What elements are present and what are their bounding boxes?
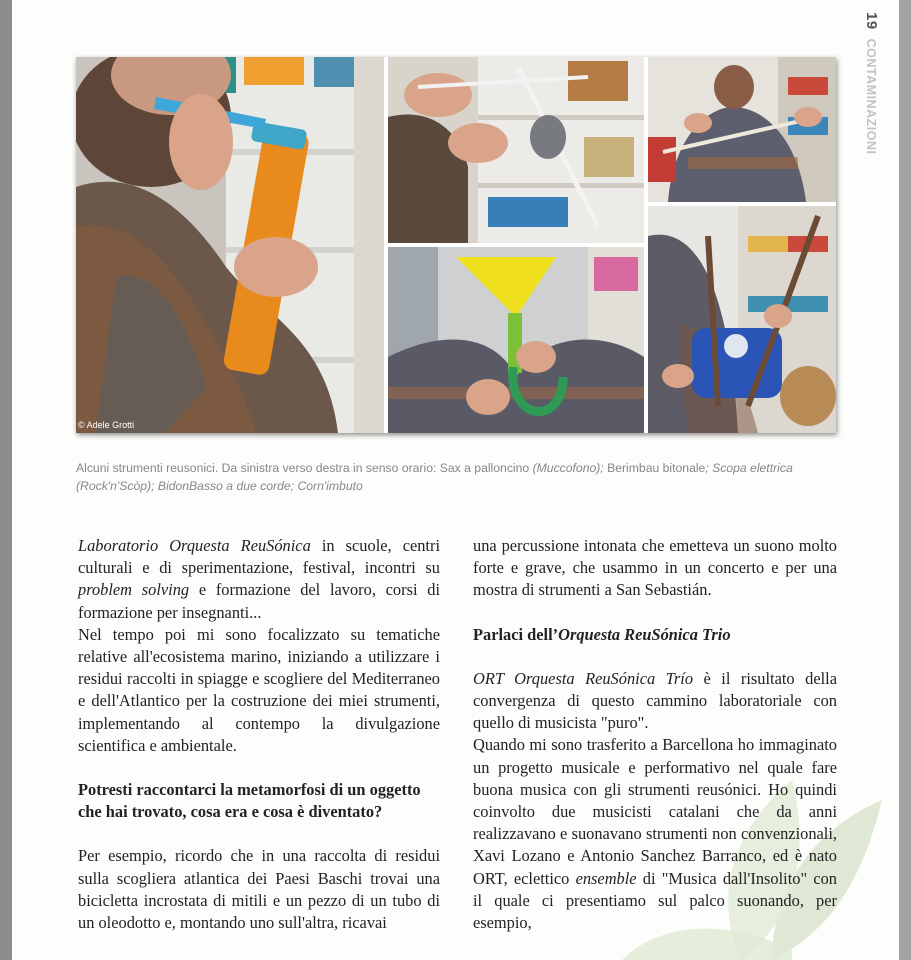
running-header: [858, 12, 884, 162]
text-column-right: [473, 535, 837, 934]
photo-berimbau: [388, 57, 644, 243]
paragraph: Quando mi sono trasferito a Barcellona ho immaginato un progetto musicale e performativo nel quale fare buona musica con gli strumenti reusónici. Ho quindi coinvolto due musicisti catalani che da anni realizzavano e suonavano strumenti non convenzionali, Xavi Lozano e Antonio Sanchez Barranco, ed è nato ORT, eclettico ensemble di "Musica dall'Insolito" con il quale ci presentiamo sul palco suonando, per esempio,: [473, 735, 837, 933]
photo-balloon-sax: [76, 57, 384, 433]
interview-question: Parlaci dell’Orquesta ReuSónica Trio: [473, 624, 731, 644]
photo-electric-broom: [648, 57, 836, 202]
photo-credit: © Adele Grotti: [78, 420, 135, 430]
interview-question: Potresti raccontarci la metamorfosi di un oggetto che hai trovato, cosa era e cosa è diventato?: [78, 780, 421, 822]
paragraph: una percussione intonata che emetteva un suono molto forte e grave, che usammo in un concerto e per una mostra di strumenti a San Sebastián.: [473, 536, 837, 600]
paragraph: Per esempio, ricordo che in una raccolta di residui sulla scogliera atlantica dei Paesi Baschi trovai una bicicletta incrostata di mitili e un pezzo di un tubo di un oleodotto e, montando uno sull'altra, ricavai: [78, 846, 440, 933]
section-title: CONTAMINAZIONI: [864, 38, 878, 155]
magazine-page: [12, 0, 899, 960]
paragraph: Nel tempo poi mi sono focalizzato su tematiche relative all'ecosistema marino, iniziando a utilizzare i residui raccolti in spiagge e scogliere del Mediterraneo e dell'Atlantico per la costruzione dei miei strumenti, implementando al contempo la divulgazione scientifica e ambientale.: [78, 624, 440, 755]
text-column-left: [78, 535, 440, 934]
photo-caption: Alcuni strumenti reusonici. Da sinistra verso destra in senso orario: Sax a palloncino (Muccofono); Berimbau bitonale; Scopa elettrica (Rock'n'Scòp); BidonBasso a due corde; Corn'imbuto: [76, 461, 793, 493]
paragraph: ORT Orquesta ReuSónica Trío è il risultato della convergenza di questo cammino laboratoriale con quello di musicista "puro".: [473, 668, 837, 733]
page-edge: [899, 0, 911, 960]
photo-funnel-horn: [388, 247, 644, 433]
photo-collage: [76, 57, 836, 433]
photo-bidon-bass: [648, 206, 836, 433]
page-number: 19: [863, 12, 880, 30]
paragraph: Laboratorio Orquesta ReuSónica in scuole, centri culturali e di sperimentazione, festival, incontri su problem solving e formazione del lavoro, corsi di formazione per insegnanti...: [78, 536, 441, 622]
